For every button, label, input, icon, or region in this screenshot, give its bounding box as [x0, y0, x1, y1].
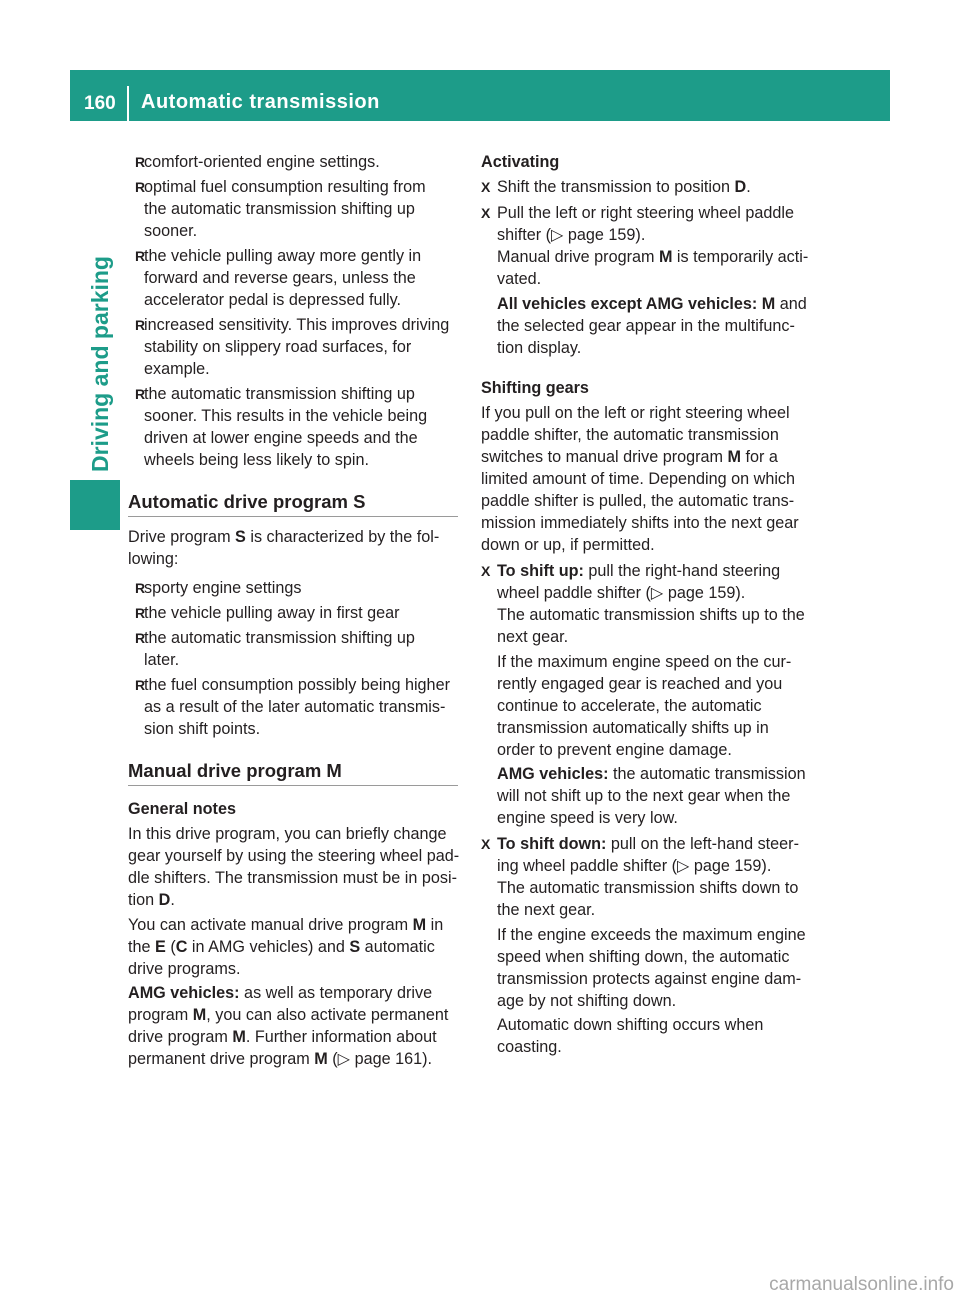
bullet-item: [128, 245, 458, 311]
step-paragraph: [497, 293, 813, 359]
text-line: speed when shifting down, the automatic: [497, 947, 790, 966]
bold-text: M: [412, 915, 427, 934]
text-segment: . Further information about: [245, 1028, 437, 1046]
bullet-item: [128, 577, 458, 599]
step-paragraph: [497, 1014, 813, 1058]
bullet-marker: R: [135, 317, 146, 333]
bullet-item: [128, 151, 458, 173]
bullet-item: [128, 176, 458, 242]
bullet-marker: R: [135, 248, 146, 264]
text-line: order to prevent engine damage.: [497, 740, 732, 759]
text-line: sooner. This results in the vehicle being: [144, 407, 428, 425]
text-segment: tion: [128, 891, 159, 909]
text-line: next gear.: [497, 628, 569, 646]
text-line: [128, 1048, 458, 1070]
text-line: The automatic transmission shifts up to the: [497, 606, 805, 624]
text-line: continue to accelerate, the automatic: [497, 696, 762, 715]
text-segment: drive program: [128, 1028, 233, 1046]
text-line: transmission protects against engine dam-: [497, 969, 802, 988]
step-paragraph: [497, 833, 813, 921]
text-line: wheel paddle shifter (▷ page 159).: [497, 584, 746, 602]
text-segment: You can activate manual drive program: [128, 915, 413, 934]
text-segment: the automatic transmission: [608, 765, 806, 783]
text-line: will not shift up to the next gear when the: [497, 787, 791, 805]
text-line: [497, 293, 813, 315]
bold-text: C: [175, 937, 188, 956]
paragraph: [481, 402, 813, 556]
text-line: mission immediately shifts into the next gear: [481, 514, 799, 532]
bold-text: D: [734, 178, 747, 196]
text-segment: for a: [741, 448, 778, 466]
text-segment: pull the right-hand steering: [583, 562, 781, 580]
bold-text: S: [235, 528, 246, 546]
text-segment: (▷ page 161).: [327, 1050, 432, 1068]
text-line: lowing:: [128, 550, 179, 568]
bullet-marker: R: [135, 179, 146, 195]
text-segment: permanent drive program: [128, 1050, 315, 1068]
text-segment: the: [128, 937, 156, 956]
text-line: paddle shifter is pulled, the automatic trans-: [481, 492, 795, 510]
text-line: If you pull on the left or right steering wheel: [481, 404, 790, 422]
bullet-marker: R: [135, 677, 146, 693]
text-segment: (: [165, 937, 176, 956]
text-line: transmission automatically shifts up in: [497, 718, 769, 737]
chapter-tab-label: Driving and parking: [87, 256, 113, 472]
text-segment: in: [426, 915, 444, 934]
subheading: Shifting gears: [481, 379, 589, 397]
bold-text: M: [727, 448, 741, 466]
paragraph: [128, 823, 458, 911]
text-segment: Shift the transmission to position: [497, 178, 735, 196]
text-line: the fuel consumption possibly being higher: [144, 676, 450, 694]
bold-text: M: [192, 1006, 207, 1024]
bullet-item: [128, 602, 458, 624]
text-line: increased sensitivity. This improves driving: [144, 316, 450, 334]
right-column: [481, 151, 813, 1058]
text-line: optimal fuel consumption resulting from: [144, 178, 426, 196]
bold-text: D: [158, 891, 171, 909]
text-segment: , you can also activate permanent: [206, 1006, 449, 1024]
bullet-item: [128, 674, 458, 740]
paragraph: [128, 526, 458, 570]
text-line: [128, 1026, 458, 1048]
bold-text: All vehicles except AMG vehicles: M: [497, 294, 776, 313]
text-line: tion display.: [497, 338, 582, 357]
text-line: driven at lower engine speeds and the: [144, 429, 418, 447]
step-paragraph: [497, 924, 813, 1012]
step-paragraph: [497, 651, 813, 761]
step-item: [481, 176, 813, 198]
text-segment: Drive program: [128, 528, 236, 546]
step-paragraph: [497, 176, 813, 198]
text-line: [497, 246, 813, 268]
text-line: the selected gear appear in the multifunc-: [497, 316, 795, 335]
section-heading: Automatic drive program S: [128, 491, 458, 517]
text-line: [128, 982, 458, 1004]
text-line: coasting.: [497, 1038, 562, 1056]
text-line: [497, 763, 813, 785]
left-column: [128, 151, 458, 1070]
step-marker: X: [481, 179, 491, 195]
text-line: rently engaged gear is reached and you: [497, 674, 783, 693]
text-line: [481, 446, 813, 468]
paragraph: [128, 982, 458, 1070]
text-line: gear yourself by using the steering wheel pad-: [128, 847, 460, 865]
text-line: wheels being less likely to spin.: [144, 451, 369, 469]
bold-text: E: [155, 937, 166, 956]
text-line: [497, 176, 813, 198]
section-heading: Manual drive program M: [128, 760, 458, 786]
text-line: sion shift points.: [144, 720, 261, 738]
step-item: [481, 833, 813, 1058]
text-line: the next gear.: [497, 901, 596, 919]
text-line: forward and reverse gears, unless the: [144, 269, 416, 287]
step-marker: X: [481, 563, 491, 579]
text-segment: is temporarily acti-: [672, 248, 809, 266]
text-line: If the engine exceeds the maximum engine: [497, 925, 806, 944]
bullet-marker: R: [135, 580, 146, 596]
text-line: [128, 889, 458, 911]
step-paragraph: [497, 202, 813, 290]
text-line: engine speed is very low.: [497, 809, 678, 827]
bold-text: To shift up:: [497, 562, 584, 580]
step-item: [481, 560, 813, 829]
text-line: sporty engine settings: [144, 579, 302, 597]
bold-text: M: [232, 1028, 246, 1046]
text-line: drive programs.: [128, 959, 241, 978]
text-line: [497, 560, 813, 582]
bullet-marker: R: [135, 154, 146, 170]
step-item: [481, 202, 813, 359]
text-line: the vehicle pulling away in first gear: [144, 604, 400, 622]
bold-text: AMG vehicles:: [497, 765, 609, 783]
bullet-item: [128, 314, 458, 380]
text-line: shifter (▷ page 159).: [497, 226, 646, 244]
text-line: [128, 914, 458, 936]
chapter-marker: [70, 480, 120, 530]
text-line: [128, 936, 458, 958]
watermark: carmanualsonline.info: [769, 1274, 954, 1295]
text-line: the automatic transmission shifting up: [144, 385, 415, 403]
page-number: 160: [84, 93, 116, 114]
text-segment: Manual drive program: [497, 248, 659, 266]
step-paragraph: [497, 763, 813, 829]
bullet-marker: R: [135, 605, 146, 621]
text-line: In this drive program, you can briefly change: [128, 825, 447, 843]
text-line: the vehicle pulling away more gently in: [144, 247, 422, 265]
text-line: down or up, if permitted.: [481, 536, 655, 554]
text-segment: switches to manual drive program: [481, 448, 728, 466]
bold-text: S: [349, 937, 361, 956]
text-line: later.: [144, 651, 180, 669]
text-line: If the maximum engine speed on the cur-: [497, 652, 792, 671]
paragraph: [128, 914, 458, 980]
text-segment: pull on the left-hand steer-: [606, 835, 799, 853]
bold-text: M: [314, 1050, 328, 1068]
text-segment: program: [128, 1006, 193, 1024]
text-line: [128, 526, 458, 548]
text-line: the automatic transmission shifting up: [144, 629, 415, 647]
text-line: dle shifters. The transmission must be in posi-: [128, 869, 457, 887]
bold-text: AMG vehicles:: [128, 984, 240, 1002]
bold-text: M: [658, 248, 673, 266]
text-line: vated.: [497, 270, 542, 288]
bullet-item: [128, 383, 458, 471]
text-line: accelerator pedal is depressed fully.: [144, 291, 402, 309]
text-line: Pull the left or right steering wheel paddle: [497, 204, 794, 222]
text-line: [128, 1004, 458, 1026]
step-paragraph: [497, 560, 813, 648]
text-line: stability on slippery road surfaces, for: [144, 338, 412, 356]
text-line: comfort-oriented engine settings.: [144, 153, 380, 171]
text-segment: .: [170, 891, 175, 909]
text-line: the automatic transmission shifting up: [144, 200, 415, 218]
text-segment: in AMG vehicles) and: [187, 937, 350, 956]
text-line: limited amount of time. Depending on which: [481, 470, 796, 488]
subheading: General notes: [128, 800, 236, 818]
header-divider: [127, 86, 129, 121]
bullet-marker: R: [135, 630, 146, 646]
text-segment: as well as temporary drive: [239, 984, 433, 1002]
text-line: paddle shifter, the automatic transmission: [481, 426, 779, 444]
text-line: example.: [144, 360, 210, 378]
text-line: The automatic transmission shifts down to: [497, 879, 799, 897]
text-segment: is characterized by the fol-: [245, 528, 440, 546]
text-segment: .: [746, 178, 751, 196]
text-segment: and: [775, 294, 807, 313]
bullet-item: [128, 627, 458, 671]
text-line: ing wheel paddle shifter (▷ page 159).: [497, 857, 772, 875]
bullet-marker: R: [135, 386, 146, 402]
subheading: Activating: [481, 153, 560, 171]
step-marker: X: [481, 836, 491, 852]
bold-text: To shift down:: [497, 835, 607, 853]
text-line: as a result of the later automatic transmis-: [144, 698, 446, 716]
text-line: Automatic down shifting occurs when: [497, 1016, 764, 1034]
page-header: [70, 70, 890, 121]
text-line: sooner.: [144, 222, 198, 240]
text-segment: automatic: [360, 937, 435, 956]
text-line: age by not shifting down.: [497, 991, 677, 1010]
text-line: [497, 833, 813, 855]
step-marker: X: [481, 205, 491, 221]
section-title: Automatic transmission: [141, 91, 380, 113]
